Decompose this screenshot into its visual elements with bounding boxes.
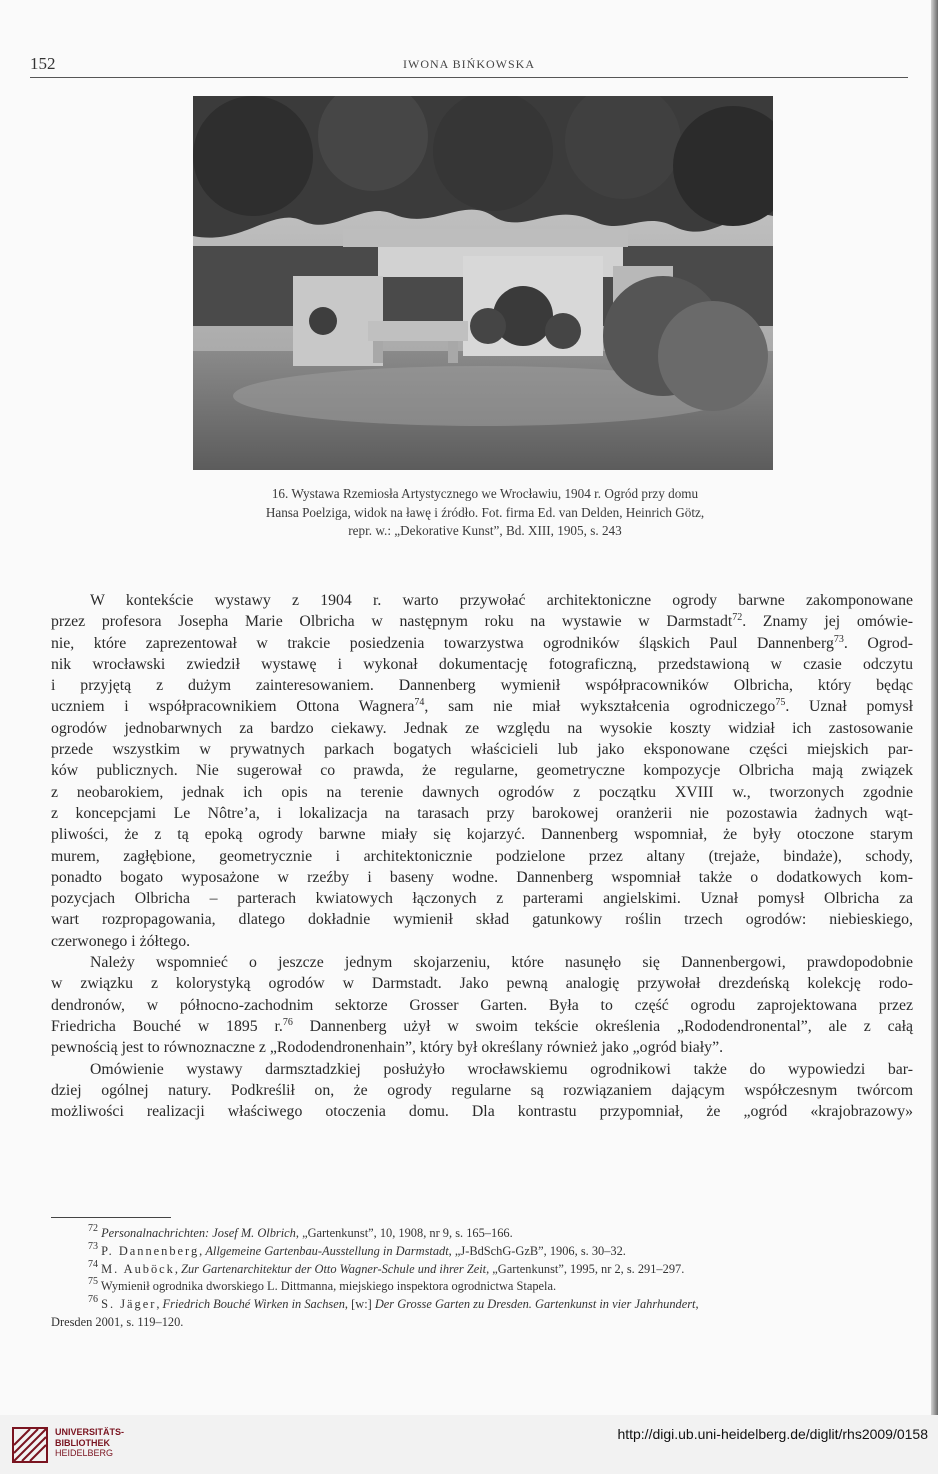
heidelberg-library-logo-icon xyxy=(10,1425,50,1465)
text-line: dendronów, w północno-zachodnim sektorze Grosser Garten. Była to część ogrodu zaprojektowana przez xyxy=(51,996,913,1014)
text-line: uczniem i współpracownikiem Ottona Wagnera$^{74}$, sam nie miał wykształcenia ogrodniczego$^{75}$. Uznał pomysł xyxy=(51,697,913,716)
footnote-76: $^{76}$ S. Jäger, Friedrich Bouché Wirken in Sachsen, [w:] Der Grosse Garten zu Dresden. Gartenkunst in vier Jahrhundert, xyxy=(88,1294,699,1312)
text-line: Omówienie wystawy darmsztadzkiej posłużyło wrocławskiemu ogrodnikowi także do wypowiedzi bar- xyxy=(90,1060,913,1078)
header-rule xyxy=(30,77,908,78)
footnote-76-continuation: Dresden 2001, s. 119–120. xyxy=(51,1314,184,1329)
figure-caption xyxy=(140,485,830,541)
footnote-ref: 76 xyxy=(282,1016,293,1028)
text-line: w związku z kolorystyką ogrodów w Darmstadt. Jako pewną analogię przywołał drezdeńską kolekcję rodo- xyxy=(51,975,913,993)
footnote-ref: 73 xyxy=(833,633,844,645)
footnote-73: $^{73}$ P. Dannenberg, Allgemeine Gartenbau-Ausstellung in Darmstadt, „J-BdSchG-GzB”, 1906, s. 30–32. xyxy=(88,1240,626,1258)
garden-photograph xyxy=(193,96,773,470)
text-line: pewnością jest to równoznaczne z „Rododendronenhain”, który był określany również jako „ogród biały”. xyxy=(51,1039,724,1057)
library-footer xyxy=(0,1415,938,1474)
text-line: ponadto bogato wyposażone w rzeźby i baseny wodne. Dannenberg wspomniał także o dodatkowych kom- xyxy=(51,868,913,886)
page-header xyxy=(30,48,908,78)
text-line: W kontekście wystawy z 1904 r. warto przywołać architektoniczne ogrody barwne zakomponowane xyxy=(90,592,913,609)
text-line: Friedricha Bouché w 1895 r.$^{76}$ Dannenberg użył w swoim tekście określenia „Rododendronental”, ale z całą xyxy=(51,1016,913,1035)
running-title: IWONA BIŃKOWSKA xyxy=(403,57,535,71)
text-line: wart rozpropagowania, dlatego dokładnie wymienił skład gatunkowy roślin trzech ogrodów: niebieskiego, xyxy=(51,911,913,929)
body-text xyxy=(51,590,913,1122)
text-line: nik wrocławski zwiedził wystawę i wykonał dokumentację fotograficzną, przedstawioną w czasie odczytu xyxy=(51,655,913,673)
text-line: pozycjach Olbricha – parterach kwiatowych łączonych z parterami angielskimi. Uznał pomysł Olbricha za xyxy=(51,890,913,908)
text-line: możliwości realizacji właściwego otoczenia domu. Dla kontrastu przypomniał, że „ogród «krajobrazowy» xyxy=(51,1103,913,1121)
footnotes xyxy=(51,1225,913,1332)
text-line: czerwonego i żółtego. xyxy=(51,932,191,950)
library-name: UNIVERSITÄTS- BIBLIOTHEK HEIDELBERG xyxy=(55,1427,125,1458)
text-line: z neobarokiem, jednak ich opis na terenie dawnych ogrodów z początku XVIII w., tworzonych zgodnie xyxy=(51,783,913,801)
footnote-72: $^{72}$ Personalnachrichten: Josef M. Olbrich, „Gartenkunst”, 10, 1908, nr 9, s. 165–166. xyxy=(88,1223,513,1240)
footnote-rule xyxy=(51,1217,171,1218)
text-line: ogrodów jednobarwnych za bardzo ciekawy. Jednak ze względu na wysokie koszty widział ich zastosowanie xyxy=(51,719,913,737)
footnote-75: $^{75}$ Wymienił ogrodnika dworskiego L. Dittmanna, miejskiego inspektora ogrodnictwa Stapela. xyxy=(88,1276,557,1294)
text-line: Należy wspomnieć o jeszcze jednym skojarzeniu, które nasunęło się Dannenbergowi, prawdopodobnie xyxy=(90,954,913,972)
caption-line: repr. w.: „Dekorative Kunst”, Bd. XIII, 1905, s. 243 xyxy=(348,523,622,539)
text-line: nie, które zaprezentował w trakcie posiedzenia towarzystwa ogrodników śląskich Paul Dannenberg$^{73}$. Ogrod- xyxy=(51,633,913,652)
footnote-ref: 72 xyxy=(732,612,743,624)
footnote-ref: 74 xyxy=(414,697,425,709)
text-line: ków publicznych. Nie sugerował co prawda, że regularne, geometryczne kompozycje Olbricha mają związek xyxy=(51,762,913,780)
footnote-74: $^{74}$ M. Auböck, Zur Gartenarchitektur der Otto Wagner-Schule und ihrer Zeit, „Gartenkunst”, 1995, nr 2, s. 291–297. xyxy=(88,1258,685,1276)
text-line: przede wszystkim w prywatnych parkach bogatych właścicieli lub jako eksponowane części miejskich par- xyxy=(51,741,913,759)
text-line: pliwości, że z tą epoką ogrody barwne miały się kojarzyć. Dannenberg wspomniał, że były otoczone starym xyxy=(51,826,913,844)
page-number: 152 xyxy=(30,54,56,73)
text-line: dziej ogólnej natury. Podkreślił on, że ogrody regularne są rozwiązaniem dającym współczesnym twórcom xyxy=(51,1081,913,1099)
footnote-ref: 75 xyxy=(775,697,786,709)
text-line: murem, zagłębione, geometrycznie i architektonicznie podzielone przez altany (trejaże, bindaże), schody, xyxy=(51,847,913,865)
source-url-link[interactable]: http://digi.ub.uni-heidelberg.de/diglit/rhs2009/0158 xyxy=(617,1426,928,1442)
caption-line: Hansa Poelziga, widok na ławę i źródło. Fot. firma Ed. van Delden, Heinrich Götz, xyxy=(265,504,705,520)
page-edge-shadow xyxy=(931,0,938,1415)
text-line: przez profesora Josepha Marie Olbricha w następnym roku na wystawie w Darmstadt$^{72}$. Znamy jej omówie- xyxy=(51,612,913,631)
text-line: i przyjętą z dużym zainteresowaniem. Dannenberg wymienił współpracowników Olbricha, który będąc xyxy=(51,677,913,695)
caption-line: 16. Wystawa Rzemiosła Artystycznego we Wrocławiu, 1904 r. Ogród przy domu xyxy=(271,486,699,501)
text-line: z koncepcjami Le Nôtre’a, i lokalizacja na tarasach przy barokowej oranżerii nie pozostawia żadnych wąt- xyxy=(51,804,913,822)
